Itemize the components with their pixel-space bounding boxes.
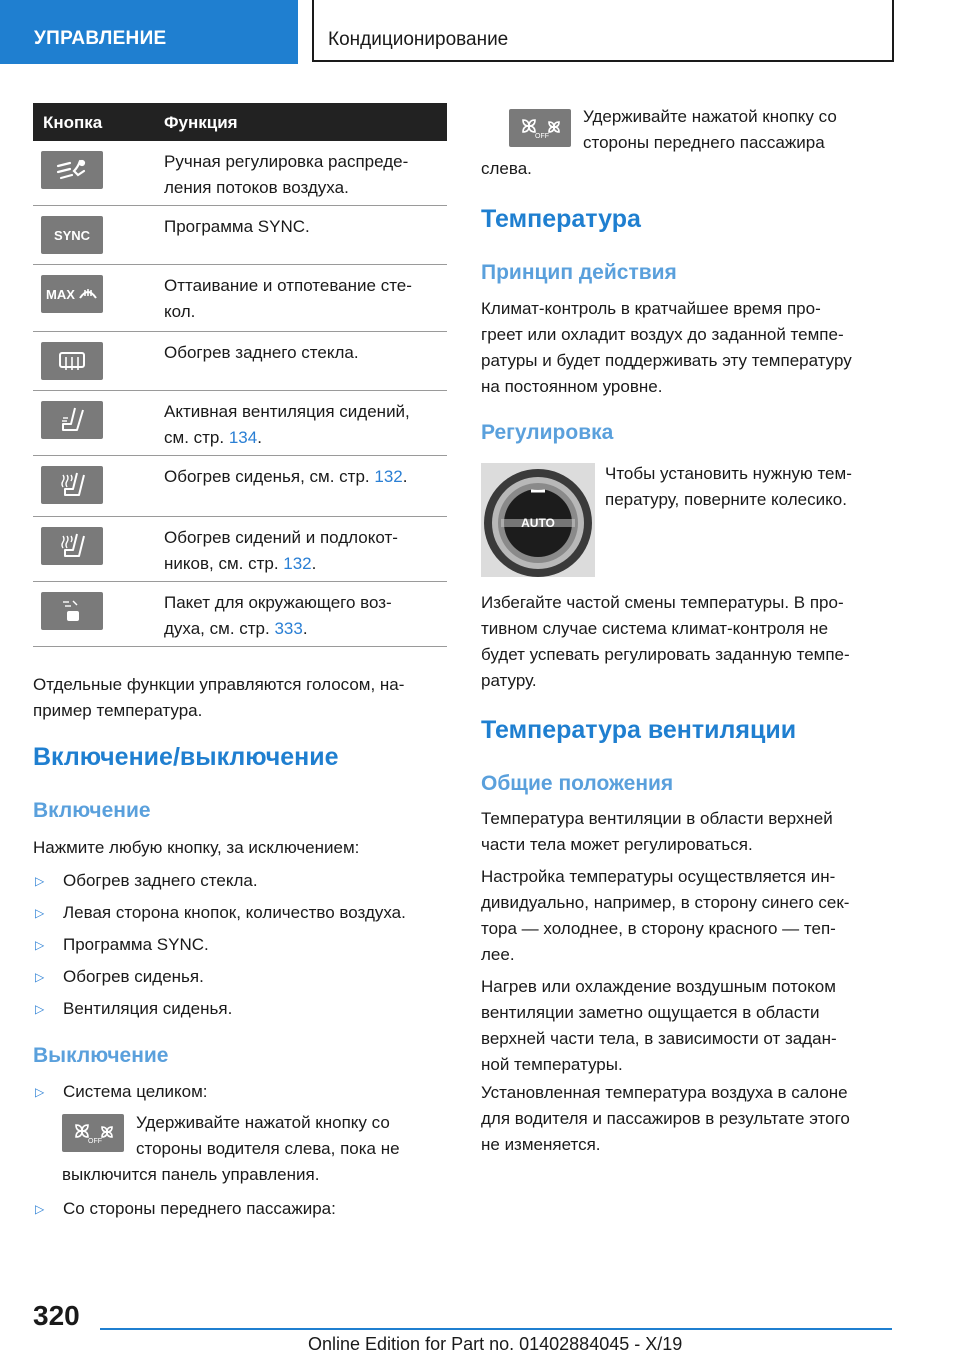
voice-control-line-2: пример температура. xyxy=(33,701,203,720)
settemp-line-2: для водителя и пассажиров в результате этого xyxy=(481,1109,850,1128)
row-text-2: ников, см. стр. xyxy=(164,554,284,573)
off-passenger-line-1: Удерживайте нажатой кнопку со xyxy=(583,107,837,126)
button-function-table xyxy=(33,103,447,647)
rear-window-defrost-icon xyxy=(41,342,103,380)
heating-line-3: верхней части тела, в зависимости от задан- xyxy=(481,1029,837,1048)
table-row xyxy=(33,206,447,265)
fan-off-button-icon xyxy=(62,1114,124,1152)
chapter-title: Кондиционирование xyxy=(328,29,509,50)
page-number: 320 xyxy=(33,1300,80,1331)
row-text-1: Оттаивание и отпотевание сте- xyxy=(164,276,412,295)
seat-heating-icon xyxy=(41,466,103,504)
principle-line-1: Климат-контроль в кратчайшее время про- xyxy=(481,299,821,318)
general-line-1: Температура вентиляции в области верхней xyxy=(481,809,833,828)
page-link[interactable]: 333 xyxy=(274,619,303,638)
heating-line-2: вентиляции заметно ощущается в области xyxy=(481,1003,820,1022)
manual-airflow-icon xyxy=(41,151,103,189)
bullet-triangle-icon: ▷ xyxy=(35,1085,45,1099)
col-button-header: Кнопка xyxy=(43,113,103,132)
voice-control-line-1: Отдельные функции управляются голосом, на- xyxy=(33,675,405,694)
heading-temperature: Температура xyxy=(481,205,641,233)
table-header xyxy=(33,103,447,141)
setting-line-1: Настройка температуры осуществляется ин- xyxy=(481,867,836,886)
settemp-line-3: не изменяется. xyxy=(481,1135,601,1154)
knob-label: AUTO xyxy=(521,516,555,530)
off-driver-line-2: стороны водителя слева, пока не xyxy=(136,1139,400,1158)
bullet-triangle-icon: ▷ xyxy=(35,906,45,920)
table-row xyxy=(33,141,447,206)
page-link[interactable]: 132 xyxy=(283,554,312,573)
page-link[interactable]: 132 xyxy=(374,467,403,486)
settemp-line-1: Установленная температура воздуха в салоне xyxy=(481,1083,848,1102)
row-text-2: кол. xyxy=(164,302,196,321)
table-row xyxy=(33,265,447,332)
principle-line-2: греет или охладит воздух до заданной темпе- xyxy=(481,325,844,344)
adjust-line-1: Чтобы установить нужную тем- xyxy=(605,464,852,483)
svg-text:OFF: OFF xyxy=(535,133,549,140)
heading-vent-temperature: Температура вентиляции xyxy=(481,716,797,744)
row-text-1: Пакет для окружающего воз- xyxy=(164,593,392,612)
ambient-air-package-icon xyxy=(41,592,103,630)
heating-line-1: Нагрев или охлаждение воздушным потоком xyxy=(481,977,836,996)
sync-icon-label: SYNC xyxy=(53,227,91,243)
off-driver-line-3: выключится панель управления. xyxy=(62,1165,320,1184)
principle-line-3: ратуры и будет поддерживать эту температуру xyxy=(481,351,852,370)
table-row: Активная вентиляция сидений, см. стр. 134. xyxy=(33,391,447,456)
footer-rule xyxy=(100,1328,892,1330)
row-text-1: Ручная регулировка распреде- xyxy=(164,152,409,171)
bullet-triangle-icon: ▷ xyxy=(35,938,45,952)
max-icon-label: MAX xyxy=(46,286,75,302)
off-driver-line-1: Удерживайте нажатой кнопку со xyxy=(136,1113,390,1132)
setting-line-3: тора — холоднее, в сторону красного — теп- xyxy=(481,919,836,938)
off-passenger-line-2: стороны переднего пассажира xyxy=(583,133,825,152)
off-passenger-line-3: слева. xyxy=(481,159,532,178)
bullet-triangle-icon: ▷ xyxy=(35,874,45,888)
row-text-1: Обогрев заднего стекла. xyxy=(164,343,359,362)
avoid-line-4: ратуру. xyxy=(481,671,537,690)
row-text-2: ления потоков воздуха. xyxy=(164,178,349,197)
adjust-line-2: пературу, поверните колесико. xyxy=(605,490,847,509)
bullet-triangle-icon: ▷ xyxy=(35,1202,45,1216)
row-text-1: Программа SYNC. xyxy=(164,217,310,236)
row-text-1: Активная вентиляция сидений, xyxy=(164,402,410,421)
section-title: УПРАВЛЕНИЕ xyxy=(34,28,167,49)
chapter-tab xyxy=(312,0,894,62)
heading-general: Общие положения xyxy=(481,772,674,795)
col-function-header: Функция xyxy=(164,113,238,132)
bullet-triangle-icon: ▷ xyxy=(35,970,45,984)
temperature-knob-photo xyxy=(481,463,595,577)
page-link[interactable]: 134 xyxy=(228,428,258,447)
setting-line-2: дивидуально, например, в сторону синего сек- xyxy=(481,893,850,912)
heading-on: Включение xyxy=(33,799,151,822)
row-text-2: духа, см. стр. xyxy=(164,619,275,638)
seat-ventilation-icon xyxy=(41,401,103,439)
heading-adjust: Регулировка xyxy=(481,421,614,444)
bullet-triangle-icon: ▷ xyxy=(35,1002,45,1016)
table-row xyxy=(33,332,447,391)
heading-principle: Принцип действия xyxy=(481,261,677,284)
on-intro: Нажмите любую кнопку, за исключением: xyxy=(33,838,360,857)
row-text-1: Обогрев сиденья, см. стр. xyxy=(164,467,375,486)
table-row: Обогрев сидений и подлокот- ников, см. стр. 132. xyxy=(33,517,447,582)
seat-armrest-heating-icon xyxy=(41,527,103,565)
row-text-2: см. стр. xyxy=(164,428,229,447)
setting-line-4: лее. xyxy=(481,945,515,964)
table-row: Обогрев сиденья, см. стр. 132. xyxy=(33,456,447,517)
avoid-line-2: тивном случае система климат-контроля не xyxy=(481,619,829,638)
heating-line-4: ной температуры. xyxy=(481,1055,623,1074)
heading-on-off: Включение/выключение xyxy=(33,743,339,771)
fan-off-button-icon xyxy=(509,109,571,147)
sync-button-icon xyxy=(41,216,103,254)
section-tab xyxy=(0,0,298,64)
edition-note: Online Edition for Part no. 01402884045 - X/19 xyxy=(308,1334,683,1354)
table-row: Пакет для окружающего воз- духа, см. стр. 333. xyxy=(33,582,447,647)
svg-text:OFF: OFF xyxy=(88,1138,102,1145)
row-text-1: Обогрев сидений и подлокот- xyxy=(164,528,398,547)
general-line-2: части тела может регулироваться. xyxy=(481,835,753,854)
heading-off: Выключение xyxy=(33,1044,169,1067)
max-defrost-icon xyxy=(41,275,103,313)
principle-line-4: на постоянном уровне. xyxy=(481,377,663,396)
avoid-line-1: Избегайте частой смены температуры. В про- xyxy=(481,593,844,612)
avoid-line-3: будет успевать регулировать заданную темпе- xyxy=(481,645,850,664)
